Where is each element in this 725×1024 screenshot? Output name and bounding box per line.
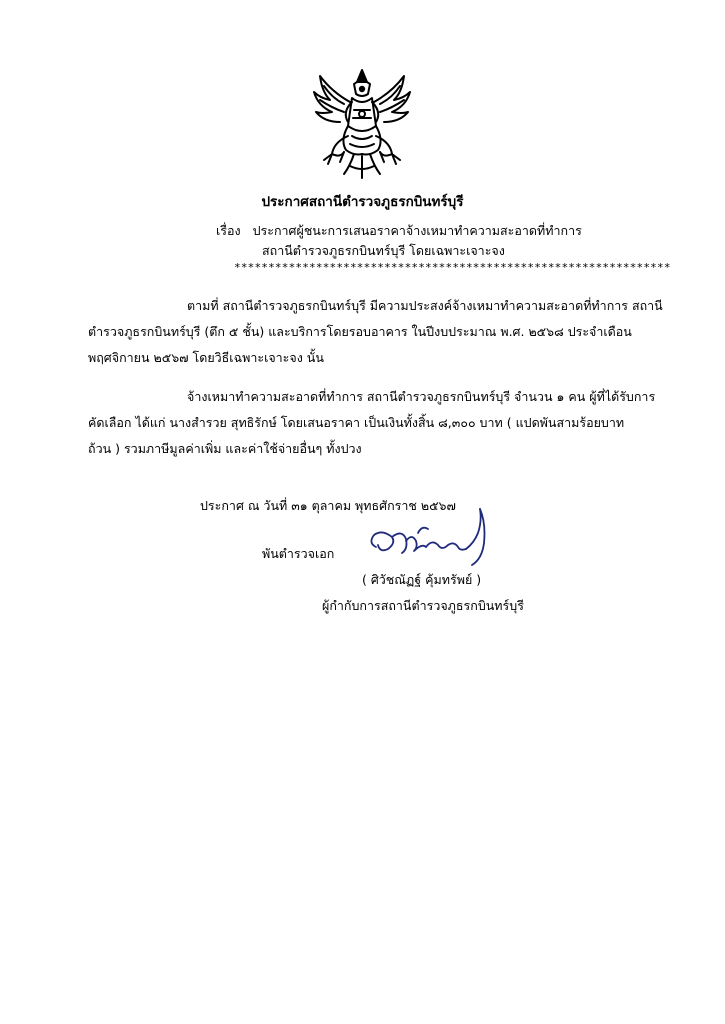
document-title: ประกาศสถานีตำรวจภูธรกบินทร์บุรี <box>261 194 464 210</box>
paragraph-1-line-1: ตามที่ สถานีตำรวจภูธรกบินทร์บุรี มีความประสงค์จ้างเหมาทำความสะอาดที่ทำการ สถานี <box>187 298 663 313</box>
paragraph-1-line-3: พฤศจิกายน ๒๕๖๗ โดยวิธีเฉพาะเจาะจง นั้น <box>88 350 324 365</box>
paragraph-2-line-3: ถ้วน ) รวมภาษีมูลค่าเพิ่ม และค่าใช้จ่ายอื่นๆ ทั้งปวง <box>88 441 362 456</box>
subject-line-1 <box>216 221 582 241</box>
signer-name: ( ศิวัชณัฏฐ์ คุ้มทรัพย์ ) <box>362 572 482 587</box>
subject-line-2: สถานีตำรวจภูธรกบินทร์บุรี โดยเฉพาะเจาะจง <box>262 243 505 258</box>
signer-position: ผู้กำกับการสถานีตำรวจภูธรกบินทร์บุรี <box>322 598 524 613</box>
subject-text: ประกาศผู้ชนะการเสนอราคาจ้างเหมาทำความสะอาดที่ทำการ <box>252 223 582 238</box>
separator-line: **************************************************************** <box>234 261 671 274</box>
paragraph-1-line-2: ตำรวจภูธรกบินทร์บุรี (ตึก ๕ ชั้น) และบริการโดยรอบอาคาร ในปีงบประมาณ พ.ศ. ๒๕๖๘ ประจำเดือน <box>88 324 632 339</box>
paragraph-2-line-2: คัดเลือก ได้แก่ นางสำรวย สุทธิรักษ์ โดยเสนอราคา เป็นเงินทั้งสิ้น ๘,๓๐๐ บาท ( แปดพันสามร้อยบาท <box>88 415 625 430</box>
announcement-date: ประกาศ ณ วันที่ ๓๑ ตุลาคม พุทธศักราช ๒๕๖๗ <box>200 498 456 513</box>
signer-rank: พันตำรวจเอก <box>262 546 335 561</box>
subject-label: เรื่อง <box>216 223 241 238</box>
signature-icon <box>362 503 502 573</box>
paragraph-2-line-1: จ้างเหมาทำความสะอาดที่ทำการ สถานีตำรวจภูธรกบินทร์บุรี จำนวน ๑ คน ผู้ที่ได้รับการ <box>187 389 656 404</box>
garuda-emblem-icon <box>310 66 414 182</box>
